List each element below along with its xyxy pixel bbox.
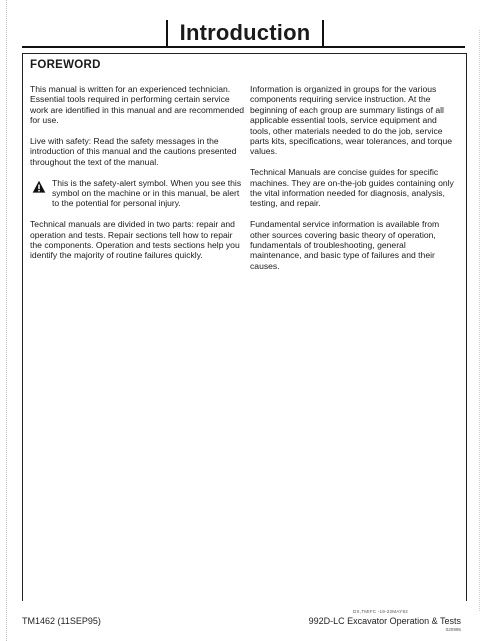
footer-page-code: 020995 bbox=[445, 627, 461, 632]
paragraph-manual-parts: Technical manuals are divided in two parts: repair and operation and tests. Repair sections tell how to repair the components. Operation and tests sections help you identify the majority of routine failures quickly. bbox=[30, 219, 240, 261]
page-edge-right bbox=[479, 30, 481, 611]
section-heading: FOREWORD bbox=[30, 59, 101, 71]
title-rule bbox=[22, 46, 465, 48]
footer-manual-id: TM1462 (11SEP95) bbox=[22, 616, 101, 626]
paragraph-fundamental-service: Fundamental service information is available from other sources covering basic theory of operation, fundamentals of troubleshooting, general maintenance, and basic type of failures and their causes. bbox=[250, 219, 440, 271]
left-column bbox=[30, 84, 245, 271]
paragraph-experienced-technician: This manual is written for an experienced technician. Essential tools required in performing certain service work are identified in this manual and are recommended for use. bbox=[30, 84, 245, 126]
title-box bbox=[166, 20, 324, 46]
right-column bbox=[250, 84, 458, 282]
paragraph-information-organized: Information is organized in groups for the various components requiring service instruction. At the beginning of each group are summary listings of all applicable essential tools, service equipment and tools, other materials needed to do the job, service parts kits, specifications, wear tolerances, and torque values. bbox=[250, 84, 453, 157]
paragraph-technical-manuals: Technical Manuals are concise guides for specific machines. They are on-the-job guides containing only the vital information needed for diagnosis, analysis, testing, and repair. bbox=[250, 167, 454, 209]
page-edge-left bbox=[6, 0, 8, 641]
safety-alert-icon bbox=[32, 180, 46, 194]
page-title: Introduction bbox=[179, 20, 311, 45]
footer-code: DX,TMIFC -19-22MAY92 bbox=[353, 609, 408, 614]
safety-alert-block bbox=[30, 178, 245, 209]
footer-manual-title: 992D-LC Excavator Operation & Tests bbox=[308, 616, 461, 626]
paragraph-live-with-safety: Live with safety: Read the safety messages in the introduction of this manual and the cautions presented throughout the text of the manual. bbox=[30, 136, 237, 167]
safety-alert-text: This is the safety-alert symbol. When you see this symbol on the machine or in this manual, be alert to the potential for personal injury. bbox=[52, 177, 242, 209]
